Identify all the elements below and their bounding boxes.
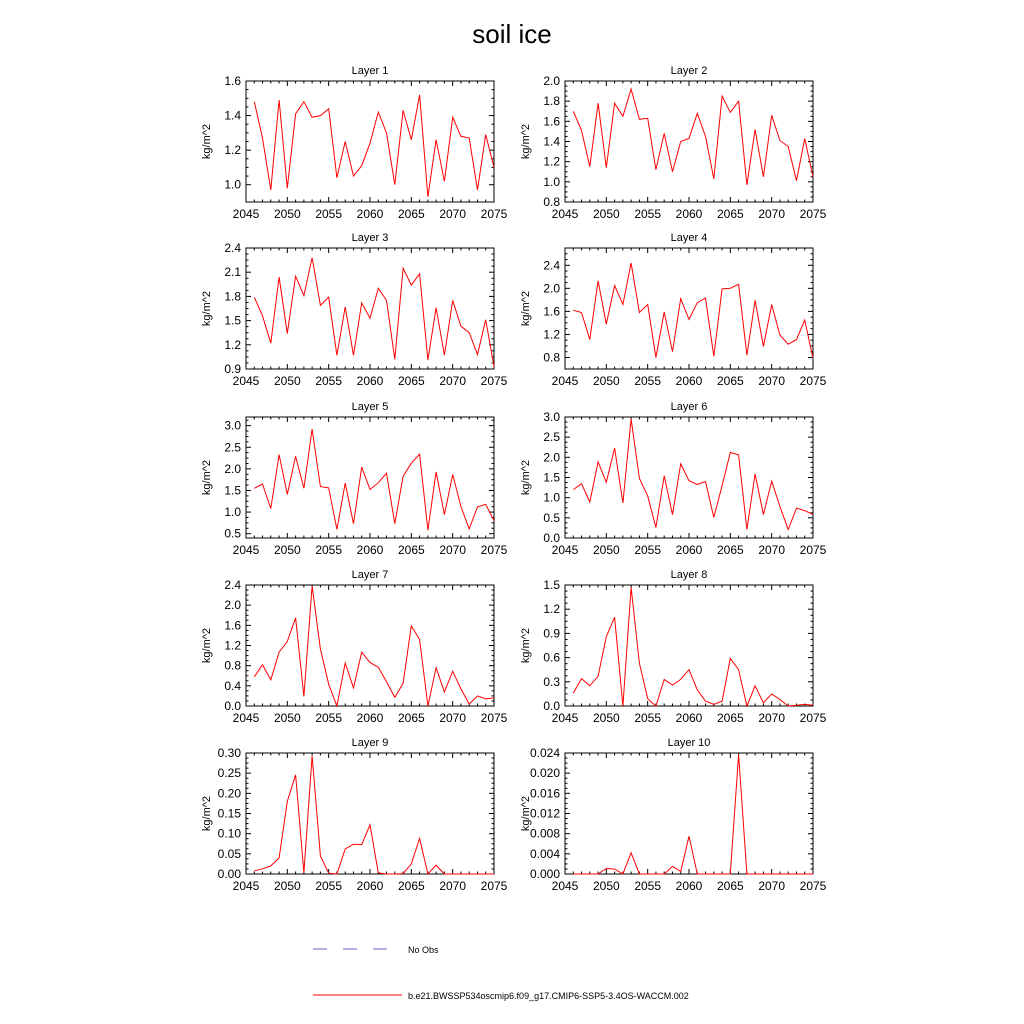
x-tick-label: 2045 — [232, 207, 260, 221]
plot-frame — [565, 417, 813, 538]
y-tick-label: 2.1 — [224, 265, 241, 280]
legend-label-no-obs: No Obs — [408, 945, 439, 955]
x-tick-label: 2045 — [232, 879, 260, 893]
panels-group — [201, 65, 827, 893]
y-tick-label: 2.4 — [224, 578, 241, 592]
x-tick-label: 2075 — [480, 879, 508, 893]
plot-frame — [565, 248, 813, 369]
panel-title: Layer 9 — [351, 737, 389, 749]
y-axis-label: kg/m^2 — [520, 795, 532, 832]
panel-title: Layer 10 — [667, 737, 711, 749]
series-line-layer-10 — [573, 755, 813, 875]
y-tick-label: 1.4 — [224, 108, 241, 123]
legend-label-model: b.e21.BWSSP534oscmip6.f09_g17.CMIP6-SSP5-3.4OS-WACCM.002 — [408, 991, 689, 1001]
x-tick-label: 2075 — [480, 711, 508, 725]
x-tick-label: 2075 — [799, 879, 827, 893]
x-tick-label: 2045 — [232, 543, 260, 557]
y-tick-label: 1.2 — [224, 143, 241, 158]
x-tick-label: 2055 — [634, 374, 662, 388]
x-tick-label: 2075 — [480, 374, 508, 388]
y-tick-label: 1.0 — [543, 490, 560, 505]
x-tick-label: 2045 — [551, 543, 579, 557]
y-tick-label: 0.8 — [224, 658, 241, 673]
y-tick-label: 0.0 — [543, 531, 560, 545]
x-tick-label: 2055 — [315, 374, 343, 388]
chart-panel-layer-3 — [201, 232, 508, 388]
x-tick-label: 2060 — [675, 543, 703, 557]
x-tick-label: 2055 — [315, 879, 343, 893]
chart-panel-layer-8 — [520, 569, 827, 725]
y-axis-label: kg/m^2 — [201, 795, 213, 832]
x-tick-label: 2060 — [675, 207, 703, 221]
x-tick-label: 2065 — [716, 543, 744, 557]
panel-title: Layer 6 — [670, 401, 708, 413]
y-axis-label: kg/m^2 — [520, 123, 532, 160]
x-tick-label: 2050 — [273, 879, 301, 893]
y-tick-label: 1.6 — [224, 74, 241, 88]
x-tick-label: 2060 — [356, 374, 384, 388]
y-axis-label: kg/m^2 — [520, 290, 532, 327]
series-line-layer-4 — [573, 263, 813, 358]
chart-panel-layer-4 — [520, 232, 827, 388]
x-tick-label: 2060 — [356, 711, 384, 725]
panel-title: Layer 5 — [351, 401, 389, 413]
plot-frame — [246, 753, 494, 874]
y-axis-label: kg/m^2 — [520, 459, 532, 496]
series-line-layer-2 — [573, 89, 813, 185]
y-tick-label: 0.024 — [529, 746, 560, 760]
x-tick-label: 2055 — [634, 711, 662, 725]
series-line-layer-5 — [254, 429, 494, 530]
plot-frame — [565, 753, 813, 874]
panel-title: Layer 2 — [670, 65, 708, 77]
y-tick-label: 2.0 — [543, 450, 560, 465]
y-tick-label: 1.0 — [543, 174, 560, 189]
x-tick-label: 2060 — [356, 879, 384, 893]
x-tick-label: 2065 — [397, 374, 425, 388]
y-tick-label: 1.6 — [543, 114, 560, 129]
y-tick-label: 2.0 — [543, 74, 560, 88]
x-tick-label: 2065 — [397, 711, 425, 725]
plot-frame — [565, 585, 813, 706]
chart-panel-layer-6 — [520, 401, 827, 557]
y-tick-label: 0.8 — [543, 195, 560, 209]
x-tick-label: 2045 — [551, 879, 579, 893]
panel-title: Layer 4 — [670, 232, 708, 244]
x-tick-label: 2065 — [716, 711, 744, 725]
chart-panel-layer-1 — [201, 65, 508, 221]
x-tick-label: 2070 — [758, 879, 786, 893]
y-tick-label: 0.15 — [217, 806, 241, 821]
y-axis-label: kg/m^2 — [201, 290, 213, 327]
chart-panel-layer-7 — [201, 569, 508, 725]
panel-title: Layer 3 — [351, 232, 389, 244]
y-tick-label: 0.008 — [529, 826, 560, 841]
x-tick-label: 2055 — [315, 543, 343, 557]
y-tick-label: 1.4 — [543, 134, 560, 149]
series-line-layer-3 — [254, 258, 494, 367]
chart-panel-layer-2 — [520, 65, 827, 221]
x-tick-label: 2070 — [758, 711, 786, 725]
x-tick-label: 2045 — [551, 711, 579, 725]
x-tick-label: 2065 — [397, 207, 425, 221]
x-tick-label: 2070 — [439, 879, 467, 893]
x-tick-label: 2065 — [716, 207, 744, 221]
y-tick-label: 2.5 — [224, 440, 241, 455]
y-axis-label: kg/m^2 — [201, 459, 213, 496]
y-tick-label: 0.10 — [217, 826, 241, 841]
y-tick-label: 2.5 — [543, 430, 560, 445]
x-tick-label: 2075 — [480, 543, 508, 557]
y-tick-label: 0.00 — [217, 867, 241, 881]
x-tick-label: 2050 — [592, 543, 620, 557]
y-tick-label: 0.30 — [217, 746, 241, 760]
x-tick-label: 2045 — [232, 374, 260, 388]
x-tick-label: 2050 — [592, 207, 620, 221]
series-line-layer-1 — [254, 95, 494, 197]
y-tick-label: 0.05 — [217, 846, 241, 861]
x-tick-label: 2060 — [675, 879, 703, 893]
y-tick-label: 2.0 — [543, 281, 560, 296]
y-tick-label: 0.20 — [217, 786, 241, 801]
y-tick-label: 3.0 — [543, 410, 560, 424]
x-tick-label: 2055 — [315, 207, 343, 221]
y-tick-label: 1.5 — [224, 483, 241, 498]
panel-title: Layer 7 — [351, 569, 389, 581]
series-line-layer-6 — [573, 419, 813, 530]
y-tick-label: 0.004 — [529, 846, 560, 861]
y-tick-label: 1.2 — [543, 602, 560, 617]
y-tick-label: 0.8 — [543, 350, 560, 365]
y-tick-label: 0.9 — [224, 362, 241, 376]
x-tick-label: 2050 — [273, 711, 301, 725]
plot-frame — [246, 417, 494, 538]
x-tick-label: 2070 — [439, 543, 467, 557]
y-tick-label: 1.2 — [543, 154, 560, 169]
x-tick-label: 2045 — [551, 207, 579, 221]
x-tick-label: 2055 — [634, 543, 662, 557]
x-tick-label: 2045 — [232, 711, 260, 725]
x-tick-label: 2060 — [356, 543, 384, 557]
y-tick-label: 1.0 — [224, 505, 241, 520]
x-tick-label: 2050 — [273, 543, 301, 557]
y-tick-label: 0.5 — [224, 526, 241, 541]
x-tick-label: 2070 — [439, 374, 467, 388]
x-tick-label: 2070 — [758, 207, 786, 221]
y-tick-label: 1.6 — [224, 618, 241, 633]
x-tick-label: 2055 — [634, 879, 662, 893]
y-tick-label: 2.4 — [224, 241, 241, 255]
x-tick-label: 2050 — [273, 207, 301, 221]
x-tick-label: 2075 — [799, 711, 827, 725]
y-tick-label: 1.2 — [224, 337, 241, 352]
y-tick-label: 0.0 — [224, 699, 241, 713]
x-tick-label: 2050 — [592, 711, 620, 725]
y-tick-label: 1.8 — [543, 94, 560, 109]
x-tick-label: 2075 — [799, 374, 827, 388]
y-tick-label: 0.012 — [529, 806, 560, 821]
y-tick-label: 0.6 — [543, 650, 560, 665]
y-tick-label: 1.2 — [224, 638, 241, 653]
x-tick-label: 2060 — [356, 207, 384, 221]
chart-panel-layer-10 — [520, 737, 827, 893]
panel-title: Layer 8 — [670, 569, 708, 581]
plot-frame — [565, 81, 813, 202]
x-tick-label: 2070 — [758, 543, 786, 557]
x-tick-label: 2055 — [315, 711, 343, 725]
y-tick-label: 0.016 — [529, 786, 560, 801]
y-tick-label: 0.5 — [543, 510, 560, 525]
plot-frame — [246, 585, 494, 706]
x-tick-label: 2060 — [675, 711, 703, 725]
x-tick-label: 2050 — [273, 374, 301, 388]
chart-panel-layer-9 — [201, 737, 508, 893]
series-line-layer-8 — [573, 587, 813, 706]
y-tick-label: 0.0 — [543, 699, 560, 713]
series-line-layer-7 — [254, 586, 494, 706]
panel-title: Layer 1 — [351, 65, 389, 77]
y-axis-label: kg/m^2 — [201, 123, 213, 160]
x-tick-label: 2075 — [799, 207, 827, 221]
y-tick-label: 0.4 — [224, 678, 241, 693]
y-tick-label: 1.0 — [224, 177, 241, 192]
x-tick-label: 2075 — [480, 207, 508, 221]
x-tick-label: 2075 — [799, 543, 827, 557]
y-tick-label: 2.4 — [543, 258, 560, 273]
y-tick-label: 1.5 — [543, 470, 560, 485]
y-tick-label: 0.25 — [217, 766, 241, 781]
x-tick-label: 2070 — [439, 711, 467, 725]
chart-panel-layer-5 — [201, 401, 508, 557]
x-tick-label: 2050 — [592, 879, 620, 893]
y-axis-label: kg/m^2 — [520, 627, 532, 664]
y-tick-label: 0.9 — [543, 626, 560, 641]
y-tick-label: 1.2 — [543, 327, 560, 342]
y-tick-label: 2.0 — [224, 461, 241, 476]
y-tick-label: 0.020 — [529, 766, 560, 781]
y-tick-label: 0.000 — [529, 867, 560, 881]
x-tick-label: 2060 — [675, 374, 703, 388]
x-tick-label: 2055 — [634, 207, 662, 221]
y-tick-label: 3.0 — [224, 418, 241, 433]
y-axis-label: kg/m^2 — [201, 627, 213, 664]
y-tick-label: 1.5 — [543, 578, 560, 592]
figure-title: soil ice — [472, 19, 552, 49]
x-tick-label: 2065 — [716, 879, 744, 893]
y-tick-label: 1.8 — [224, 289, 241, 304]
y-tick-label: 2.0 — [224, 598, 241, 613]
legend — [313, 945, 689, 1001]
x-tick-label: 2070 — [758, 374, 786, 388]
x-tick-label: 2065 — [397, 879, 425, 893]
x-tick-label: 2065 — [397, 543, 425, 557]
y-tick-label: 1.5 — [224, 313, 241, 328]
y-tick-label: 1.6 — [543, 304, 560, 319]
x-tick-label: 2045 — [551, 374, 579, 388]
series-line-layer-9 — [254, 756, 494, 874]
x-tick-label: 2070 — [439, 207, 467, 221]
x-tick-label: 2050 — [592, 374, 620, 388]
x-tick-label: 2065 — [716, 374, 744, 388]
y-tick-label: 0.3 — [543, 674, 560, 689]
